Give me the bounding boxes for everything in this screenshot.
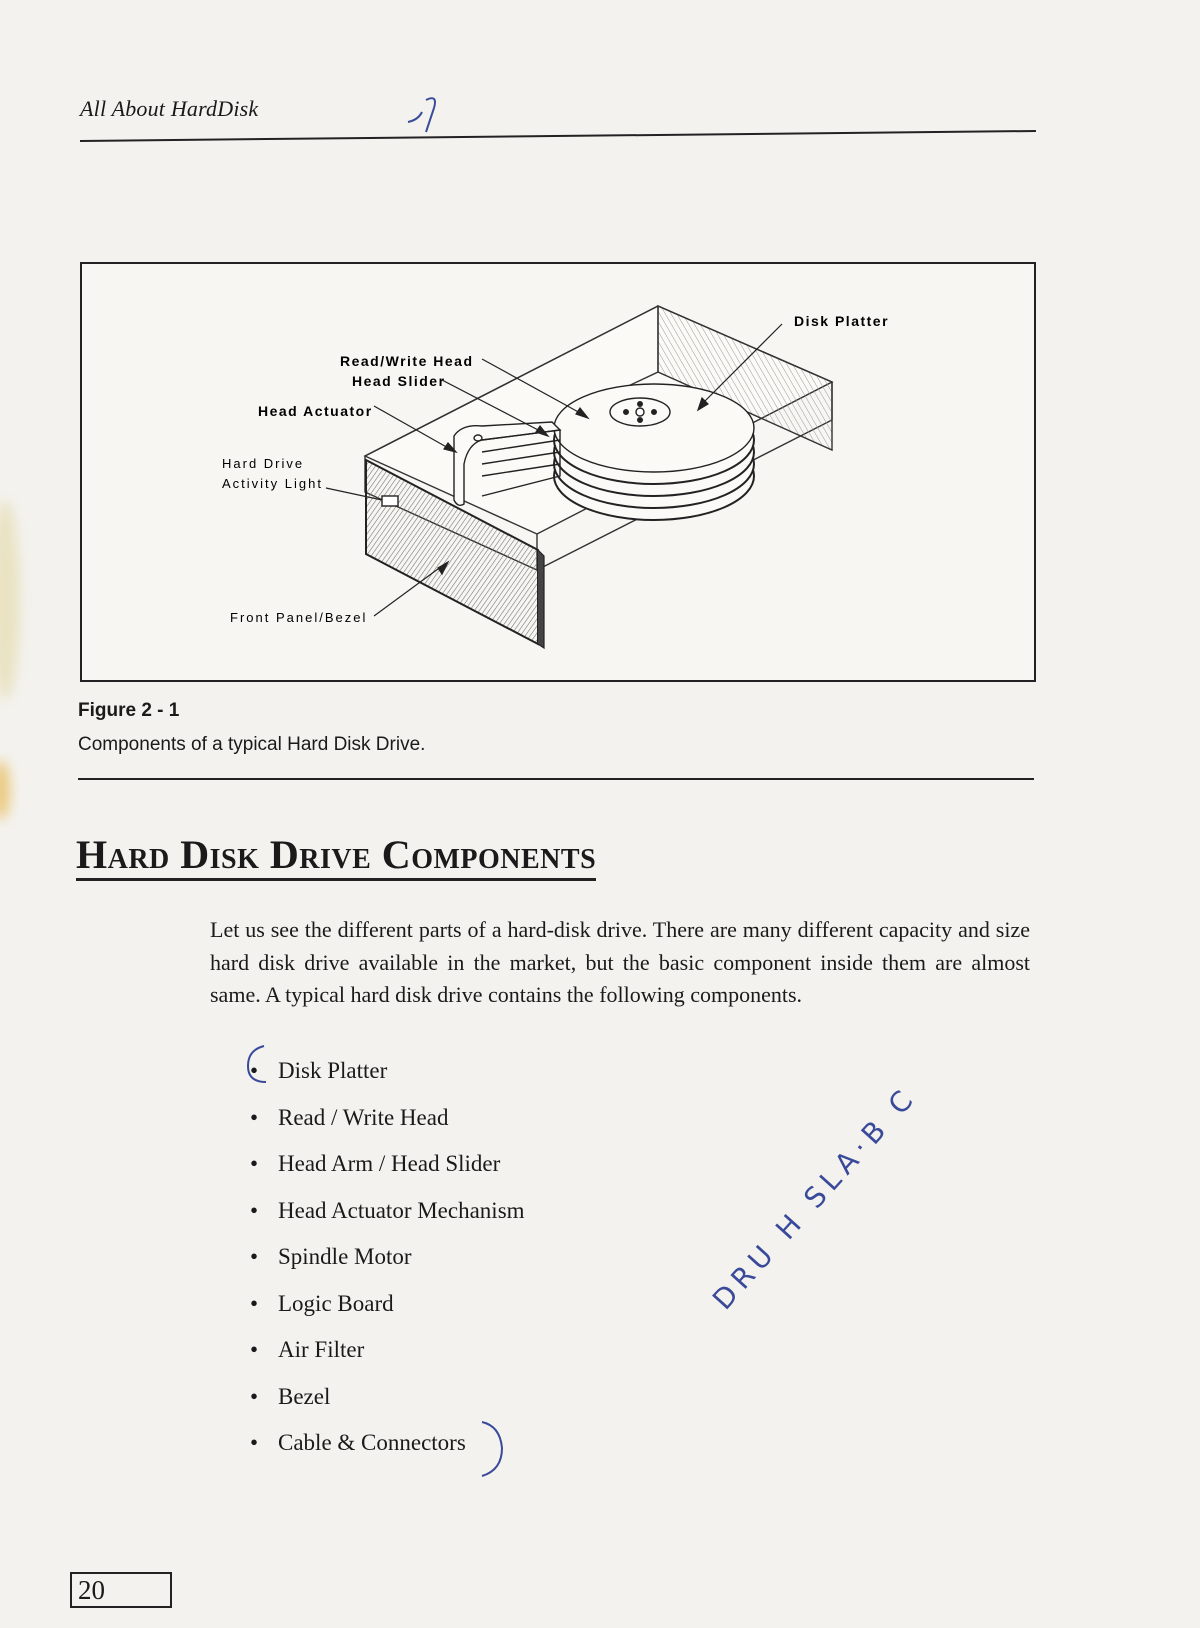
list-item-label: Disk Platter: [278, 1058, 388, 1083]
bullet: •: [250, 1383, 259, 1409]
bullet: •: [250, 1104, 259, 1130]
list-item: [250, 1281, 525, 1328]
label-disk-platter: Disk Platter: [794, 313, 890, 329]
list-item: [250, 1374, 525, 1421]
caption-rule: [78, 778, 1034, 780]
list-item: [250, 1327, 525, 1374]
intro-paragraph: Let us see the different parts of a hard-disk drive. There are many different capacity and size hard disk drive available in the market, but the basic component inside them are almost same. A typical hard disk drive contains the following components.: [210, 917, 1030, 1007]
list-item-label: Cable & Connectors: [278, 1430, 466, 1455]
section-title: Hard Disk Drive Components: [76, 832, 596, 881]
pen-bracket-close: [476, 1416, 516, 1486]
page-stain: [0, 500, 20, 700]
list-item-label: Spindle Motor: [278, 1244, 412, 1269]
list-item-label: Bezel: [278, 1383, 331, 1409]
list-item: [250, 1048, 525, 1095]
label-head-actuator: Head Actuator: [258, 403, 373, 419]
bullet: •: [250, 1290, 259, 1316]
figure-caption: Components of a typical Hard Disk Drive.: [78, 734, 426, 755]
figure-frame: [80, 262, 1036, 682]
header-rule: [80, 130, 1036, 142]
figure-number: Figure 2 - 1: [78, 700, 180, 721]
page-number: 20: [70, 1572, 172, 1608]
label-front-panel: Front Panel/Bezel: [230, 610, 368, 625]
list-item: [250, 1095, 525, 1142]
bullet: •: [250, 1244, 259, 1269]
activity-light: [382, 496, 398, 506]
list-item-label: Head Arm / Head Slider: [278, 1151, 501, 1176]
bullet: •: [250, 1058, 259, 1083]
list-item-label: Logic Board: [278, 1290, 394, 1316]
list-item-label: Read / Write Head: [278, 1104, 449, 1130]
component-list: [250, 1048, 525, 1467]
label-activity-light-2: Activity Light: [222, 476, 323, 491]
list-item: [250, 1141, 525, 1188]
list-item: [250, 1188, 525, 1235]
label-activity-light-1: Hard Drive: [222, 456, 305, 471]
bullet: •: [250, 1197, 259, 1223]
label-head-slider: Head Slider: [352, 373, 446, 389]
bullet: •: [250, 1151, 259, 1176]
hard-disk-illustration: [82, 264, 1034, 680]
bullet: •: [250, 1430, 259, 1455]
pen-bracket-open: [244, 1042, 274, 1090]
bullet: •: [250, 1337, 259, 1362]
label-read-write-head: Read/Write Head: [340, 353, 474, 369]
handwritten-annotation: DRU H SLA·B C: [706, 1079, 924, 1317]
running-head: All About HardDisk: [80, 96, 259, 121]
list-item-label: Head Actuator Mechanism: [278, 1197, 525, 1223]
page-stain: [0, 760, 10, 820]
disk-platter-stack: [554, 384, 754, 520]
list-item: [250, 1234, 525, 1281]
list-item-label: Air Filter: [278, 1337, 365, 1362]
